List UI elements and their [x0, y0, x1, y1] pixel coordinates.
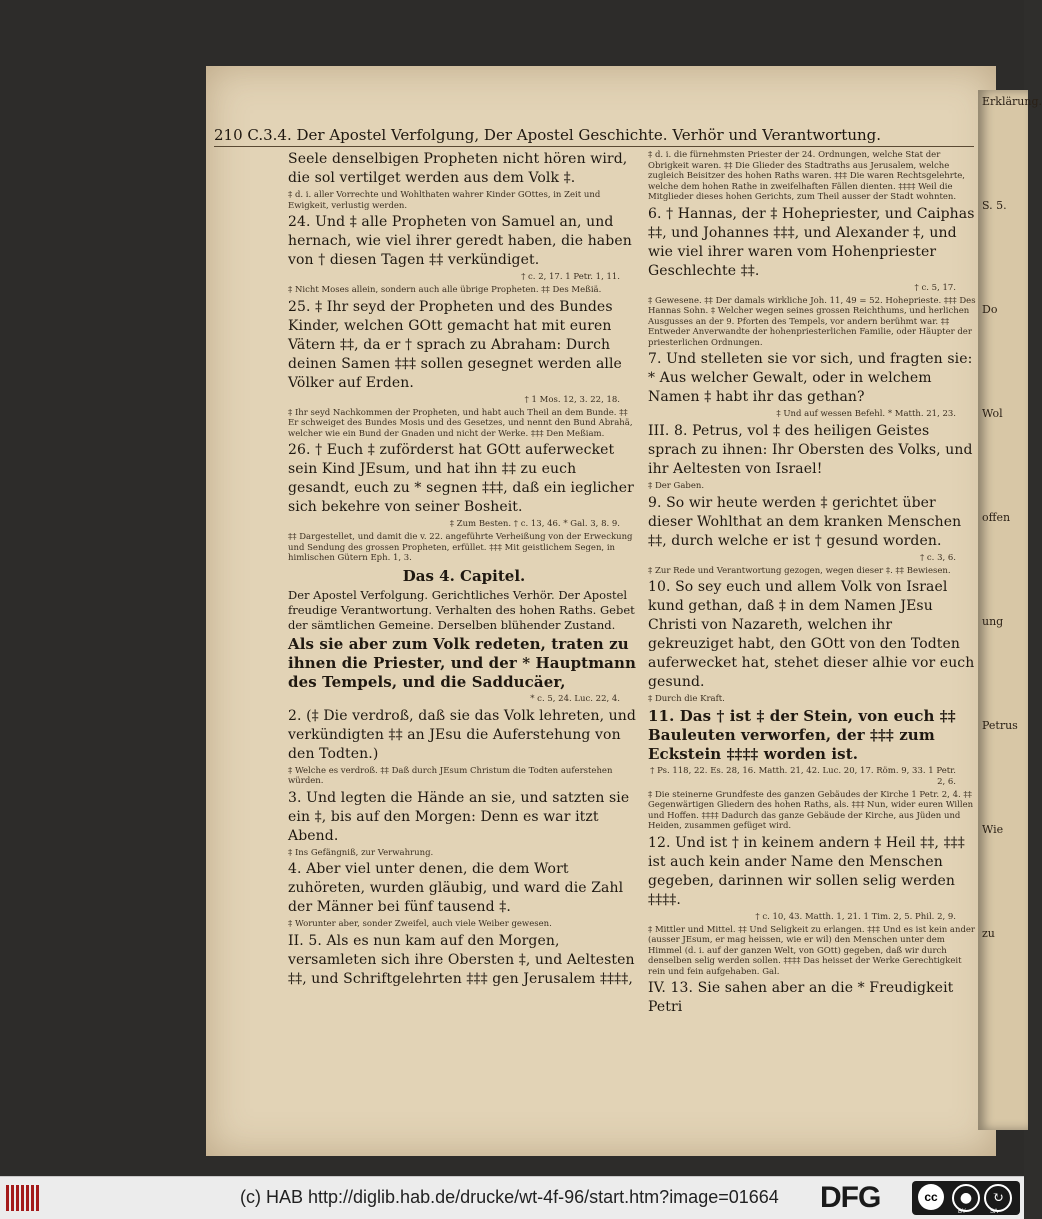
left-note-block: ‡ Ihr seyd Nachkommen der Propheten, und habt auch Theil an dem Bunde. ‡‡ Er schweiget des Bundes Mosis und des Gesetzes, und nennt den Bund Abrahä, welcher wie ein Bund der Gnaden und nicht der Werke. ‡‡‡ Den Meßiam. — [288, 407, 633, 439]
side-fragment: S. 5. — [982, 199, 1007, 212]
left-note-block: ‡‡ Dargestellet, und damit die v. 22. angeführte Verheißung von der Erweckung und Sendung des grossen Propheten, erfüllet. ‡‡‡ Mit geistlichem Segen, in himlischen Gütern Eph. 1, 3. — [288, 532, 633, 563]
right-verse-block: 12. Und ist † in keinem andern ‡ Heil ‡‡, ‡‡‡ ist auch kein ander Name den Menschen gegeben, darinnen wir sollen selig werden ‡‡‡‡. — [648, 834, 965, 908]
right-verse-block: 9. So wir heute werden ‡ gerichtet über dieser Wohlthat an dem kranken Menschen ‡‡, durch welche er ist † gesund worden. — [648, 494, 962, 549]
dfg-logo: DFG — [820, 1181, 881, 1214]
viewer-footer — [0, 1176, 1024, 1219]
right-note-block: ‡ Mittler und Mittel. ‡‡ Und Seligkeit zu erlangen. ‡‡‡ Und es ist kein ander (ausser JEsum, er mag heissen, wie er wil) den Menschen unter dem Himmel (d. i. auf der ganzen Welt, von GOtt) gegeben, daß wir durch denselben selig werden sollen. ‡‡‡‡ Das heisset der Werke Gerechtigkeit rein und fein aufgehaben. Gal. — [648, 924, 975, 977]
right-verse-block: IV. 13. Sie sahen aber an die * Freudigkeit Petri — [648, 980, 954, 1015]
left-ref-block: † 1 Mos. 12, 3. 22, 18. — [524, 394, 620, 405]
by-label: BY — [958, 1209, 967, 1215]
side-fragment: ung — [982, 615, 1004, 628]
left-note-block: ‡ Ins Gefängniß, zur Verwahrung. — [288, 847, 434, 858]
by-icon: ● — [952, 1184, 980, 1212]
page-header: 210 C.3.4. Der Apostel Verfolgung, Der Apostel Geschichte. Verhör und Verantwortung. — [214, 126, 974, 147]
left-verse-block: 3. Und legten die Hände an sie, und satzten sie ein ‡, bis auf den Morgen: Denn es war itzt Abend. — [288, 789, 630, 844]
sa-icon: ↻ — [984, 1184, 1012, 1212]
left-summary-block: Der Apostel Verfolgung. Gerichtliches Verhör. Der Apostel freudige Verantwortung. Verhalten des hohen Raths. Gebet der sämtlichen Gemeine. Derselben blühender Zustand. — [288, 587, 635, 632]
right-note-block: ‡ Gewesene. ‡‡ Der damals wirkliche Joh. 11, 49 = 52. Hoheprieste. ‡‡‡ Des Hannas Sohn. ‡ Welcher wegen seines grossen Reichthums, und herlichen Ausgusses an der 9. Pforten des Tempels, vor andern berühmt war. ‡‡ Entweder Anverwandte der hohenpriesterlichen Familie, oder Häupter der priesterlichen Ordnungen. — [648, 295, 976, 348]
right-verse-block: 7. Und stelleten sie vor sich, und fragten sie: * Aus welcher Gewalt, oder in welchem Namen ‡ habt ihr das gethan? — [648, 351, 973, 405]
left-ref-block: ‡ Zum Besten. † c. 13, 46. * Gal. 3, 8. 9. — [449, 519, 620, 529]
right-verse-block: 11. Das † ist ‡ der Stein, von euch ‡‡ Bauleuten verworfen, der ‡‡‡ zum Eckstein ‡‡‡‡ worden ist. — [648, 706, 956, 763]
right-note-block: ‡ d. i. die fürnehmsten Priester der 24. Ordnungen, welche Stat der Obrigkeit waren. ‡‡ Die Glieder des Stadtraths aus Jerusalem, welche zugleich Beisitzer des hohen Raths waren. ‡‡‡ Die waren Rechtsgelehrte, welche dem hohen Rathe in zweifelhaften Fällen dienten. ‡‡‡‡ Weil die Mitglieder dieses hohen Gerichts, zum Theil ausser der Stadt wohnten. — [648, 150, 965, 202]
right-note-block: ‡ Durch die Kraft. — [648, 694, 725, 704]
left-chap-block: Das 4. Capitel. — [402, 566, 526, 585]
copyright-link[interactable]: (c) HAB http://diglib.hab.de/drucke/wt-4f-96/start.htm?image=01664 — [240, 1187, 779, 1207]
right-ref-block: † c. 3, 6. — [919, 552, 956, 563]
left-note-block: ‡ Welche es verdroß. ‡‡ Daß durch JEsum Christum die Todten auferstehen würden. — [288, 765, 613, 786]
right-verse-block: III. 8. Petrus, vol ‡ des heiligen Geistes sprach zu ihnen: Ihr Obersten des Volks, und ihr Aeltesten von Israel! — [648, 423, 973, 477]
side-fragment: Petrus — [982, 719, 1018, 732]
left-note-block: ‡ d. i. aller Vorrechte und Wohlthaten wahrer Kinder GOttes, in Zeit und Ewigkeit, verlustig werden. — [288, 190, 601, 211]
left-verse-block: 25. ‡ Ihr seyd der Propheten und des Bundes Kinder, welchen GOtt gemacht hat mit euren Vätern ‡‡, da er † sprach zu Abraham: Durch deinen Samen ‡‡‡ sollen gesegnet werden alle Völker auf Erden. — [288, 298, 622, 391]
left-verse-block: 4. Aber viel unter denen, die dem Wort zuhöreten, wurden gläubig, und ward die Zahl der Männer bei fünf tausend ‡. — [288, 861, 624, 915]
side-fragment: Erklärung. — [982, 95, 1042, 108]
right-text-column — [648, 150, 976, 1019]
right-verse-block: 10. So sey euch und allem Volk von Israel kund gethan, daß ‡ in dem Namen JEsu Christi von Nazareth, welchen ihr gekreuziget habt, den GOtt von den Todten auferwecket hat, stehet dieser alhie vor euch gesund. — [648, 579, 975, 690]
barcode-icon — [6, 1185, 46, 1211]
left-verse-block: II. 5. Als es nun kam auf den Morgen, versamleten sich ihre Obersten ‡, und Aeltesten ‡‡, und Schriftgelehrten ‡‡‡ gen Jerusalem ‡‡‡‡, — [288, 932, 635, 987]
side-fragment: Wol — [982, 407, 1003, 420]
left-verse-block: Als sie aber zum Volk redeten, traten zu ihnen die Priester, und der * Hauptmann des Tempels, und die Sadducäer, — [288, 634, 636, 691]
side-fragment: zu — [982, 927, 995, 940]
sa-label: SA — [990, 1209, 999, 1215]
left-text-column — [288, 150, 640, 991]
left-verse-block: Seele denselbigen Propheten nicht hören wird, die sol vertilget werden aus dem Volk ‡. — [288, 151, 628, 186]
right-note-block: ‡ Die steinerne Grundfeste des ganzen Gebäudes der Kirche 1 Petr. 2, 4. ‡‡ Gegenwärtigen Gliedern des hohen Raths, als. ‡‡‡ Nun, wider euren Willen und Hoffen. ‡‡‡‡ Dadurch das ganze Gebäude der Kirche, aus Jüden und Heiden, zusammen gefüget wird. — [648, 789, 974, 831]
left-note-block: ‡ Nicht Moses allein, sondern auch alle übrige Propheten. ‡‡ Des Meßiä. — [288, 285, 602, 295]
right-verse-block: 6. † Hannas, der ‡ Hohepriester, und Caiphas ‡‡, und Johannes ‡‡‡, und Alexander ‡, und wie viel ihrer waren vom Hohenpriester Geschlechte ‡‡. — [648, 205, 975, 279]
left-verse-block: 24. Und ‡ alle Propheten von Samuel an, und hernach, wie viel ihrer geredt haben, die haben von † diesen Tagen ‡‡ verkündiget. — [288, 214, 632, 268]
right-note-block: ‡ Der Gaben. — [648, 481, 705, 491]
right-ref-block: ‡ Und auf wessen Befehl. * Matth. 21, 23. — [776, 409, 956, 419]
left-verse-block: 2. (‡ Die verdroß, daß sie das Volk lehreten, und verkündigten ‡‡ an JEsu die Auferstehung von den Todten.) — [288, 707, 636, 762]
side-fragment: Do — [982, 303, 998, 316]
left-note-block: ‡ Worunter aber, sonder Zweifel, auch viele Weiber gewesen. — [288, 919, 552, 929]
left-ref-block: † c. 2, 17. 1 Petr. 1, 11. — [521, 272, 620, 282]
right-ref-block: † Ps. 118, 22. Es. 28, 16. Matth. 21, 42. Luc. 20, 17. Röm. 9, 33. 1 Petr. 2, 6. — [650, 765, 956, 787]
side-fragment: Wie — [982, 823, 1004, 836]
left-ref-block: * c. 5, 24. Luc. 22, 4. — [530, 693, 620, 704]
side-fragment: offen — [982, 511, 1011, 524]
left-verse-block: 26. † Euch ‡ zuförderst hat GOtt auferwecket sein Kind JEsum, und hat ihn ‡‡ zu euch gesandt, euch zu * segnen ‡‡‡, daß ein ieglicher sich bekehre von seiner Bosheit. — [288, 442, 634, 515]
adjacent-page-edge — [978, 90, 1042, 1130]
cc-icon: cc — [918, 1184, 944, 1210]
cc-license-badge[interactable] — [912, 1181, 1020, 1215]
right-note-block: ‡ Zur Rede und Verantwortung gezogen, wegen dieser ‡. ‡‡ Bewiesen. — [648, 565, 951, 576]
right-ref-block: † c. 5, 17. — [914, 282, 956, 293]
right-ref-block: † c. 10, 43. Matth. 1, 21. 1 Tim. 2, 5. Phil. 2, 9. — [755, 911, 956, 922]
